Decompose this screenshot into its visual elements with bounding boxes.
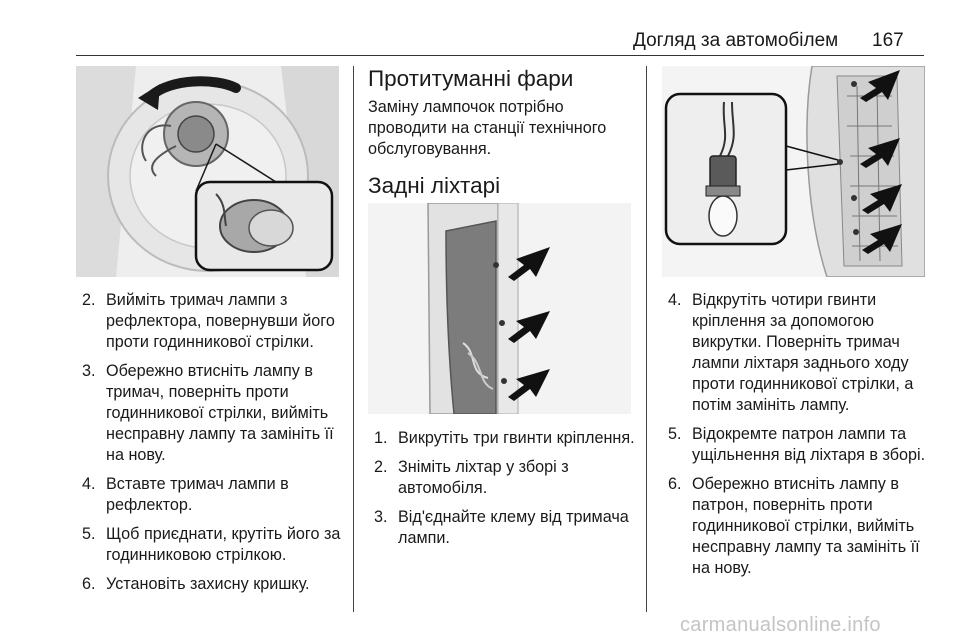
step-number: 5. [668,425,682,443]
list-item [374,457,636,499]
step-text: Викрутіть три гвинти кріплення. [398,429,635,447]
step-text: Відкрутіть чотири гвинти кріплення за допомогою викрутки. Поверніть тримач лампи ліхтаря заднього ходу проти годинникової стрілки, а потім замініть лампу. [692,291,914,414]
figure-reversing-lamp-holder [662,66,925,277]
step-text: Вийміть тримач лампи з рефлектора, повернувши його проти годинникової стрілки. [106,291,335,351]
step-number: 3. [82,362,96,380]
page-number: 167 [872,30,904,51]
step-number: 5. [82,525,96,543]
page-header [0,0,960,60]
page-title: Догляд за автомобілем [633,30,839,51]
steps-list-middle [374,428,636,557]
column-divider-right [646,66,647,612]
step-text: Зніміть ліхтар у зборі з автомобіля. [398,458,569,497]
step-text: Відокремте патрон лампи та ущільнення від ліхтаря в зборі. [692,425,926,464]
step-text: Установіть захисну кришку. [106,575,310,593]
watermark: carmanualsonline.info [680,614,881,636]
list-item [668,424,930,466]
step-text: Обережно втисніть лампу в тримач, поверніть проти годинникової стрілки, вийміть несправну лампу та замініть її на нову. [106,362,334,464]
step-text: Щоб приєднати, крутіть його за годинниковою стрілкою. [106,525,341,564]
step-number: 3. [374,508,388,526]
list-item [374,428,636,449]
list-item [374,507,636,549]
step-number: 1. [374,429,388,447]
step-text: Обережно втисніть лампу в патрон, поверніть проти годинникової стрілки, вийміть несправну лампу та замініть її на нову. [692,475,920,577]
step-text: Вставте тримач лампи в рефлектор. [106,475,289,514]
section-title-fog-lamps: Протитуманні фари [368,66,574,91]
step-text: Від'єднайте клему від тримача лампи. [398,508,629,547]
step-number: 6. [668,475,682,493]
step-number: 4. [668,291,682,309]
figure-bulb-holder-removal [76,66,339,277]
header-rule [76,55,924,56]
list-item [668,290,930,416]
list-item [82,524,342,566]
section-title-rear-lamps: Задні ліхтарі [368,173,501,198]
steps-list-right [668,290,930,587]
list-item [668,474,930,579]
fog-lamps-intro: Заміну лампочок потрібно проводити на станції технічного обслуговування. [368,98,607,158]
column-divider-left [353,66,354,612]
list-item [82,474,342,516]
list-item [82,361,342,466]
step-number: 2. [374,458,388,476]
list-item [82,574,342,595]
steps-list-left [82,290,342,603]
step-number: 6. [82,575,96,593]
figure-rear-lamp-screws [368,203,631,414]
step-number: 2. [82,291,96,309]
list-item [82,290,342,353]
step-number: 4. [82,475,96,493]
